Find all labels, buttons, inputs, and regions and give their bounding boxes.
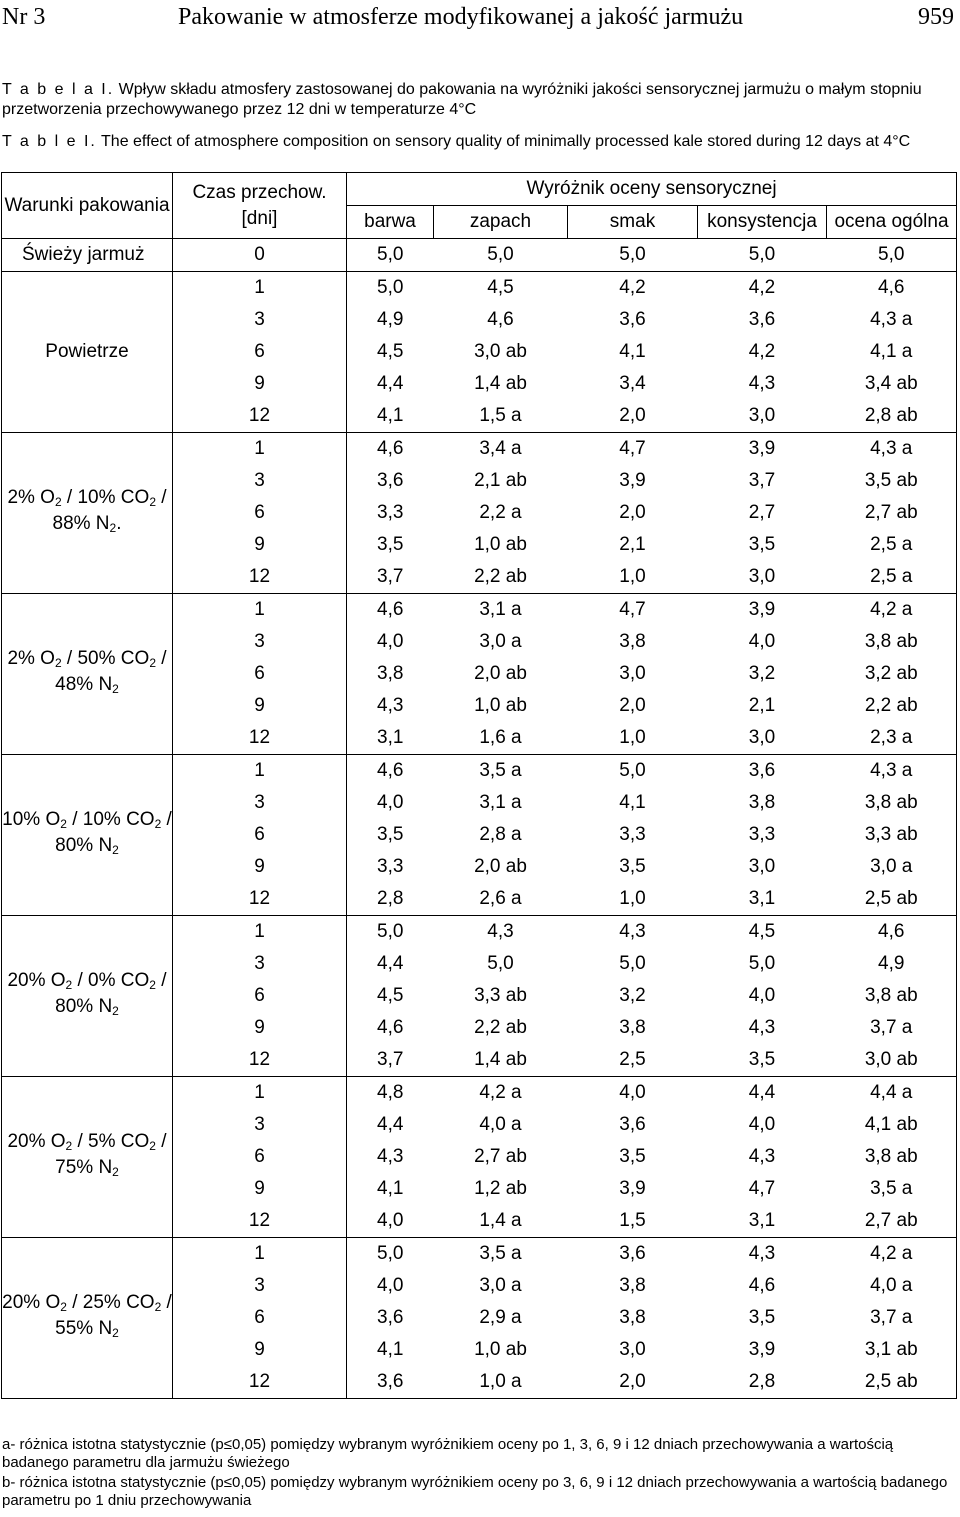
cell-barwa: 4,5: [377, 341, 404, 362]
cell-konsystencja: 4,7: [748, 1178, 776, 1199]
cell-konsystencja: 4,0: [748, 631, 776, 652]
cell-barwa: 3,5: [377, 824, 404, 845]
cell-smak: 3,0: [619, 663, 646, 684]
cell-smak: 4,7: [568, 594, 698, 627]
cell-barwa: 3,6: [377, 1307, 404, 1328]
cell-day: 12: [173, 1366, 347, 1399]
cell-ocena-ogolna: 2,7 ab: [827, 497, 957, 529]
cell-barwa: 4,1: [377, 1339, 404, 1360]
cell-konsystencja: 4,0: [748, 1114, 776, 1135]
cell-barwa: 4,5: [377, 985, 404, 1006]
cell-smak: 2,0: [619, 695, 646, 716]
cell-smak: 3,5: [619, 1146, 646, 1167]
cell-barwa: 3,6: [377, 470, 404, 491]
cell-ocena-ogolna: 4,1 a: [827, 336, 957, 368]
cell-konsystencja: 3,9: [698, 433, 827, 466]
cell-zapach: 4,5: [434, 272, 568, 305]
cell-smak: 4,7: [568, 433, 698, 466]
sensory-table: [1, 172, 957, 1399]
cell-konsystencja: 3,9: [748, 1339, 776, 1360]
cell-konsystencja: 3,1: [748, 1210, 776, 1231]
cell-day: 6: [173, 336, 347, 368]
cell-konsystencja: 2,8: [698, 1366, 827, 1399]
packaging-condition: 20% $O_2 / 25\%$ $CO_2 / 55\%$ $N_2$: [2, 1238, 173, 1399]
cell-day: 9: [173, 1173, 347, 1205]
cell-ocena-ogolna: 2,5 ab: [827, 1366, 957, 1399]
cell-zapach: 2,9 a: [479, 1307, 522, 1328]
table-row: [2, 272, 957, 305]
cell-day: 0: [173, 239, 347, 272]
cell-zapach: 2,8 a: [479, 824, 522, 845]
cell-barwa: 5,0: [347, 239, 434, 272]
cell-konsystencja: 5,0: [698, 239, 827, 272]
packaging-condition: 20% $O_2 / 0\%$ $CO_2 / 80\%$ $N_2$: [2, 916, 173, 1077]
cell-barwa: 3,3: [377, 502, 404, 523]
packaging-condition: 2% $O_2 / 10\%$ $CO_2 / 88\%$ $N_2$.: [2, 433, 173, 594]
cell-smak: 3,5: [619, 856, 646, 877]
cell-smak: 3,3: [619, 824, 646, 845]
table-row: [2, 433, 957, 466]
cell-barwa: 3,7: [377, 1049, 404, 1070]
cell-zapach: 4,2 a: [434, 1077, 568, 1110]
column-header-konsystencja: konsystencja: [698, 206, 827, 239]
cell-ocena-ogolna: 4,3 a: [827, 755, 957, 788]
cell-day: 3: [173, 787, 347, 819]
cell-konsystencja: 3,7: [748, 470, 776, 491]
cell-konsystencja: 2,7: [748, 502, 776, 523]
cell-day: 9: [173, 368, 347, 400]
cell-day: 12: [173, 561, 347, 594]
cell-zapach: 3,5 a: [434, 755, 568, 788]
cell-zapach: 1,0 ab: [474, 534, 527, 555]
cell-zapach: 2,0 ab: [474, 856, 527, 877]
cell-barwa: 4,8: [347, 1077, 434, 1110]
cell-smak: 4,2: [568, 272, 698, 305]
cell-ocena-ogolna: 2,2 ab: [827, 690, 957, 722]
cell-smak: 2,0: [619, 502, 646, 523]
cell-ocena-ogolna: 3,7 a: [827, 1302, 957, 1334]
cell-barwa: 4,3: [377, 1146, 404, 1167]
cell-smak: 3,9: [619, 1178, 646, 1199]
cell-day: 1: [173, 916, 347, 949]
cell-zapach: 2,2 a: [479, 502, 522, 523]
cell-zapach: 3,5 a: [434, 1238, 568, 1271]
cell-konsystencja: 3,5: [748, 1307, 776, 1328]
cell-ocena-ogolna: 4,4 a: [827, 1077, 957, 1110]
cell-zapach: 1,6 a: [479, 727, 522, 748]
cell-smak: 1,0: [619, 566, 646, 587]
cell-ocena-ogolna: 4,0 a: [827, 1270, 957, 1302]
cell-ocena-ogolna: 2,7 ab: [827, 1205, 957, 1238]
cell-ocena-ogolna: 2,5 a: [827, 529, 957, 561]
cell-ocena-ogolna: 3,7 a: [827, 1012, 957, 1044]
cell-konsystencja: 3,9: [698, 594, 827, 627]
cell-konsystencja: 3,6: [748, 309, 776, 330]
packaging-condition: 2% $O_2 / 50\%$ $CO_2 / 48\%$ $N_2$: [2, 594, 173, 755]
cell-smak: 5,0: [619, 953, 646, 974]
cell-konsystencja: 3,0: [748, 856, 776, 877]
cell-konsystencja: 3,0: [748, 405, 776, 426]
cell-smak: 2,5: [619, 1049, 646, 1070]
cell-zapach: 4,3: [434, 916, 568, 949]
cell-zapach: 2,0 ab: [474, 663, 527, 684]
cell-barwa: 3,3: [377, 856, 404, 877]
packaging-condition: 10% $O_2 / 10\%$ $CO_2 / 80\%$ $N_2$: [2, 755, 173, 916]
cell-ocena-ogolna: 4,6: [827, 272, 957, 305]
cell-ocena-ogolna: 5,0: [827, 239, 957, 272]
cell-barwa: 4,1: [377, 1178, 404, 1199]
cell-barwa: 4,0: [377, 792, 404, 813]
cell-ocena-ogolna: 4,3 a: [827, 433, 957, 466]
column-header-barwa: barwa: [347, 206, 434, 239]
cell-day: 3: [173, 1109, 347, 1141]
cell-day: 6: [173, 658, 347, 690]
journal-issue: Nr 3: [2, 4, 46, 30]
cell-smak: 3,9: [619, 470, 646, 491]
cell-konsystencja: 4,5: [698, 916, 827, 949]
cell-ocena-ogolna: 3,5 a: [827, 1173, 957, 1205]
cell-ocena-ogolna: 3,0 ab: [827, 1044, 957, 1077]
cell-konsystencja: 3,5: [748, 534, 776, 555]
cell-ocena-ogolna: 4,6: [827, 916, 957, 949]
cell-konsystencja: 4,3: [748, 1017, 776, 1038]
cell-konsystencja: 3,8: [748, 792, 776, 813]
column-header-zapach: zapach: [434, 206, 568, 239]
cell-smak: 2,0: [619, 405, 646, 426]
cell-smak: 3,2: [619, 985, 646, 1006]
cell-day: 12: [173, 883, 347, 916]
caption-text: Wpływ składu atmosfery zastosowanej do pakowania na wyróżniki jakości sensorycznej jarmużu o małym stopniu przetworzenia przechowywanego przez 12 dni w temperaturze 4°C: [2, 81, 922, 118]
cell-smak: 1,0: [619, 727, 646, 748]
cell-zapach: 1,4 a: [479, 1210, 522, 1231]
cell-zapach: 4,0 a: [479, 1114, 522, 1135]
table-caption-english: [2, 132, 954, 152]
cell-smak: 4,0: [568, 1077, 698, 1110]
cell-smak: 3,0: [619, 1339, 646, 1360]
cell-konsystencja: 3,5: [748, 1049, 776, 1070]
cell-ocena-ogolna: 4,2 a: [827, 594, 957, 627]
cell-day: 1: [173, 594, 347, 627]
cell-zapach: 4,6: [487, 309, 514, 330]
packaging-condition: Powietrze: [2, 272, 173, 433]
column-header-time: Czas przechow. [dni]: [173, 173, 347, 239]
cell-barwa: 2,8: [377, 888, 404, 909]
cell-konsystencja: 3,0: [748, 566, 776, 587]
cell-ocena-ogolna: 3,4 ab: [827, 368, 957, 400]
cell-smak: 3,6: [619, 309, 646, 330]
cell-barwa: 4,0: [377, 1210, 404, 1231]
cell-zapach: 2,2 ab: [474, 1017, 527, 1038]
cell-smak: 2,0: [568, 1366, 698, 1399]
cell-barwa: 4,6: [377, 1017, 404, 1038]
cell-day: 12: [173, 722, 347, 755]
cell-zapach: 3,1 a: [479, 792, 522, 813]
cell-day: 6: [173, 497, 347, 529]
cell-ocena-ogolna: 2,3 a: [827, 722, 957, 755]
cell-barwa: 4,4: [377, 1114, 404, 1135]
cell-day: 6: [173, 980, 347, 1012]
cell-zapach: 5,0: [487, 953, 514, 974]
cell-barwa: 4,0: [377, 631, 404, 652]
cell-smak: 4,3: [568, 916, 698, 949]
cell-day: 9: [173, 1334, 347, 1366]
caption-label: T a b l e I.: [2, 133, 97, 150]
table-row: [2, 755, 957, 788]
cell-barwa: 3,7: [377, 566, 404, 587]
cell-day: 12: [173, 1205, 347, 1238]
cell-konsystencja: 4,6: [748, 1275, 776, 1296]
cell-barwa: 4,6: [347, 433, 434, 466]
cell-ocena-ogolna: 2,8 ab: [827, 400, 957, 433]
packaging-condition: 20% $O_2 / 5\%$ $CO_2 / 75\%$ $N_2$: [2, 1077, 173, 1238]
cell-barwa: 3,5: [377, 534, 404, 555]
cell-konsystencja: 4,4: [698, 1077, 827, 1110]
cell-ocena-ogolna: 3,8 ab: [827, 626, 957, 658]
cell-barwa: 4,3: [377, 695, 404, 716]
cell-day: 3: [173, 626, 347, 658]
row-label-fresh: Świeży jarmuż: [2, 239, 173, 272]
table-caption-polish: [2, 80, 954, 120]
caption-label: T a b e l a I.: [2, 81, 115, 98]
cell-ocena-ogolna: 3,1 ab: [827, 1334, 957, 1366]
cell-smak: 1,0: [619, 888, 646, 909]
cell-barwa: 5,0: [347, 272, 434, 305]
cell-barwa: 4,1: [377, 405, 404, 426]
cell-smak: 3,4: [619, 373, 646, 394]
column-header-conditions: Warunki pakowania: [2, 173, 173, 239]
cell-smak: 3,6: [568, 1238, 698, 1271]
cell-ocena-ogolna: 3,0 a: [827, 851, 957, 883]
cell-day: 1: [173, 272, 347, 305]
cell-day: 6: [173, 819, 347, 851]
cell-zapach: 3,4 a: [434, 433, 568, 466]
cell-konsystencja: 5,0: [748, 953, 776, 974]
table-row: [2, 239, 957, 272]
cell-day: 3: [173, 465, 347, 497]
cell-day: 3: [173, 1270, 347, 1302]
cell-day: 9: [173, 529, 347, 561]
column-group-header: Wyróżnik oceny sensorycznej: [347, 173, 957, 206]
cell-smak: 5,0: [568, 239, 698, 272]
cell-ocena-ogolna: 3,3 ab: [827, 819, 957, 851]
cell-smak: 1,5: [619, 1210, 646, 1231]
cell-day: 12: [173, 400, 347, 433]
column-header-smak: smak: [568, 206, 698, 239]
column-header-ocena-ogolna: ocena ogólna: [827, 206, 957, 239]
cell-konsystencja: 4,2: [698, 272, 827, 305]
footnote-a: a- różnica istotna statystycznie (p≤0,05) pomiędzy wybranym wyróżnikiem oceny po 1, 3, 6, 9 i 12 dniach przechowywania a wartością badanego parametru dla jarmużu świeżego: [2, 1436, 894, 1471]
cell-barwa: 4,4: [377, 373, 404, 394]
cell-day: 12: [173, 1044, 347, 1077]
cell-konsystencja: 3,0: [748, 727, 776, 748]
cell-ocena-ogolna: 3,2 ab: [827, 658, 957, 690]
cell-day: 3: [173, 948, 347, 980]
footnotes: [2, 1436, 954, 1512]
cell-barwa: 4,0: [377, 1275, 404, 1296]
cell-ocena-ogolna: 2,5 ab: [827, 883, 957, 916]
cell-ocena-ogolna: 3,8 ab: [827, 1141, 957, 1173]
cell-day: 6: [173, 1141, 347, 1173]
cell-konsystencja: 4,0: [748, 985, 776, 1006]
cell-smak: 3,8: [619, 1307, 646, 1328]
cell-zapach: 1,0 a: [434, 1366, 568, 1399]
page-number: 959: [918, 4, 954, 30]
cell-konsystencja: 3,1: [748, 888, 776, 909]
cell-zapach: 1,0 ab: [474, 1339, 527, 1360]
cell-konsystencja: 4,2: [748, 341, 776, 362]
cell-day: 3: [173, 304, 347, 336]
cell-barwa: 4,4: [377, 953, 404, 974]
cell-zapach: 2,1 ab: [474, 470, 527, 491]
cell-smak: 3,8: [619, 631, 646, 652]
cell-zapach: 2,2 ab: [474, 566, 527, 587]
cell-zapach: 2,7 ab: [474, 1146, 527, 1167]
cell-ocena-ogolna: 3,5 ab: [827, 465, 957, 497]
cell-smak: 2,1: [619, 534, 646, 555]
cell-ocena-ogolna: 4,2 a: [827, 1238, 957, 1271]
cell-zapach: 2,6 a: [479, 888, 522, 909]
cell-smak: 4,1: [619, 792, 646, 813]
cell-barwa: 5,0: [347, 916, 434, 949]
cell-smak: 3,8: [619, 1275, 646, 1296]
cell-barwa: 4,6: [347, 755, 434, 788]
cell-konsystencja: 3,3: [748, 824, 776, 845]
cell-zapach: 1,2 ab: [474, 1178, 527, 1199]
cell-zapach: 3,0 ab: [474, 341, 527, 362]
cell-zapach: 1,5 a: [479, 405, 522, 426]
cell-zapach: 1,0 ab: [474, 695, 527, 716]
cell-ocena-ogolna: 4,9: [827, 948, 957, 980]
cell-zapach: 3,1 a: [434, 594, 568, 627]
cell-smak: 4,1: [619, 341, 646, 362]
cell-konsystencja: 3,2: [748, 663, 776, 684]
cell-day: 1: [173, 1077, 347, 1110]
cell-konsystencja: 3,6: [698, 755, 827, 788]
cell-konsystencja: 4,3: [698, 1238, 827, 1271]
cell-barwa: 4,9: [377, 309, 404, 330]
running-title: Pakowanie w atmosferze modyfikowanej a jakość jarmużu: [178, 4, 744, 30]
cell-barwa: 3,6: [347, 1366, 434, 1399]
cell-day: 6: [173, 1302, 347, 1334]
cell-smak: 3,6: [619, 1114, 646, 1135]
cell-ocena-ogolna: 4,1 ab: [827, 1109, 957, 1141]
cell-zapach: 3,0 a: [479, 631, 522, 652]
cell-ocena-ogolna: 3,8 ab: [827, 787, 957, 819]
cell-day: 1: [173, 433, 347, 466]
cell-ocena-ogolna: 3,8 ab: [827, 980, 957, 1012]
cell-konsystencja: 4,3: [748, 1146, 776, 1167]
caption-text: The effect of atmosphere composition on sensory quality of minimally processed kale stored during 12 days at 4°C: [101, 133, 911, 150]
cell-barwa: 3,8: [377, 663, 404, 684]
cell-zapach: 3,0 a: [479, 1275, 522, 1296]
cell-zapach: 3,3 ab: [474, 985, 527, 1006]
cell-day: 1: [173, 1238, 347, 1271]
cell-day: 1: [173, 755, 347, 788]
table-row: [2, 1077, 957, 1110]
cell-barwa: 5,0: [347, 1238, 434, 1271]
cell-smak: 5,0: [568, 755, 698, 788]
cell-ocena-ogolna: 4,3 a: [827, 304, 957, 336]
cell-barwa: 3,1: [377, 727, 404, 748]
cell-barwa: 4,6: [347, 594, 434, 627]
cell-smak: 3,8: [619, 1017, 646, 1038]
cell-konsystencja: 2,1: [748, 695, 776, 716]
cell-zapach: 1,4 ab: [474, 1049, 527, 1070]
cell-day: 9: [173, 1012, 347, 1044]
cell-zapach: 1,4 ab: [474, 373, 527, 394]
page-header: [0, 0, 960, 40]
cell-day: 9: [173, 690, 347, 722]
cell-ocena-ogolna: 2,5 a: [827, 561, 957, 594]
table-row: [2, 1238, 957, 1271]
table-row: [2, 594, 957, 627]
cell-zapach: 5,0: [434, 239, 568, 272]
table-row: [2, 916, 957, 949]
cell-konsystencja: 4,3: [748, 373, 776, 394]
footnote-b: b- różnica istotna statystycznie (p≤0,05) pomiędzy wybranym wyróżnikiem oceny po 3, 6, 9 i 12 dniach przechowywania a wartością badanego parametru po 1 dniu przechowywania: [2, 1474, 948, 1509]
cell-day: 9: [173, 851, 347, 883]
